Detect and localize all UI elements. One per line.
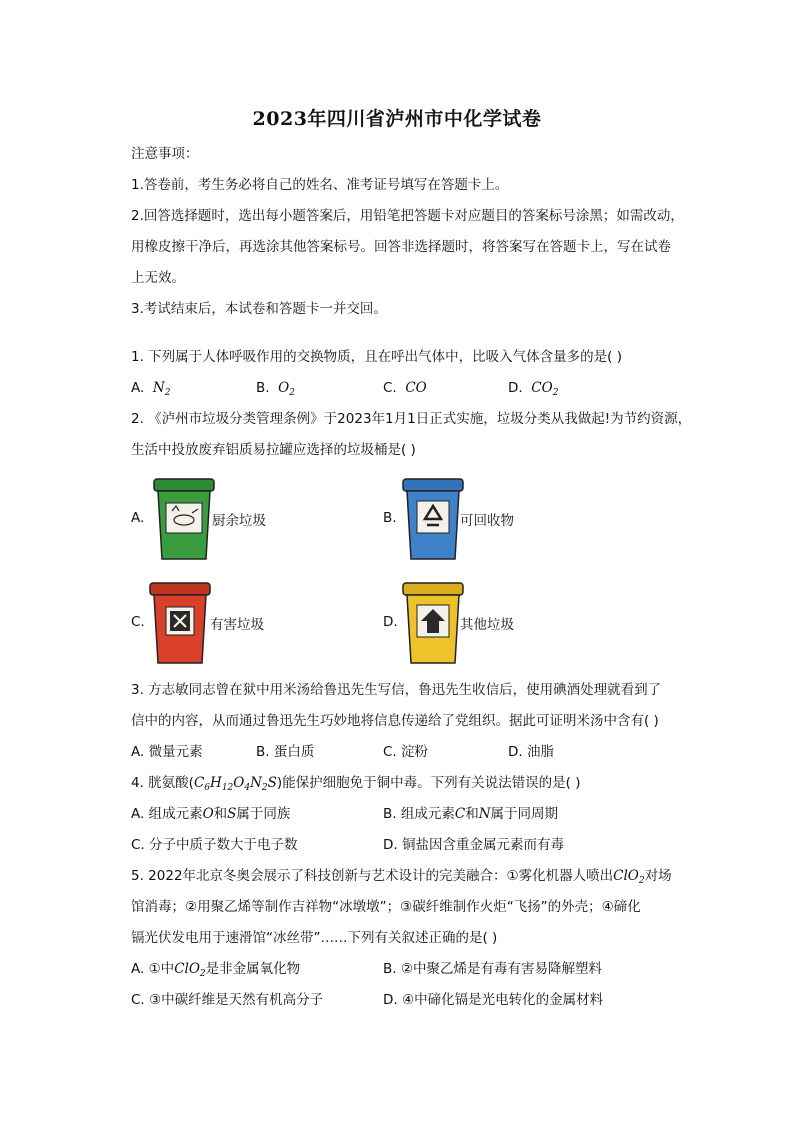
blue-bin-icon xyxy=(401,475,465,563)
q5-option-a: A. ①中ClO$_2$是非金属氧化物 xyxy=(131,961,301,979)
q2-option-b-text: 可回收物 xyxy=(460,513,514,529)
q3-option-a: A. 微量元素 xyxy=(131,744,203,760)
q2-option-b-label: B. xyxy=(383,510,397,526)
q3-stem-line-2: 信中的内容，从而通过鲁迅先生巧妙地将信息传递给了党组织。据此可证明米汤中含有( ) xyxy=(131,713,659,729)
green-bin-icon xyxy=(152,475,216,563)
q5-stem-line-1: 5. 2022年北京冬奥会展示了科技创新与艺术设计的完美融合：①雾化机器人喷出ClO$_2$对场 xyxy=(131,868,672,886)
q3-option-c: C. 淀粉 xyxy=(383,744,429,760)
q3-stem-line-1: 3. 方志敏同志曾在狱中用米汤给鲁迅先生写信，鲁迅先生收信后，使用碘酒处理就看到了 xyxy=(131,682,662,698)
page-title: 2023年四川省泸州市中化学试卷 xyxy=(252,108,542,130)
q2-option-d-label: D. xyxy=(383,614,398,630)
notice-item-3: 3.考试结束后，本试卷和答题卡一并交回。 xyxy=(131,301,387,317)
q5-stem-line-2: 馆消毒；②用聚乙烯等制作吉祥物“冰墩墩”；③碳纤维制作火炬“飞扬”的外壳；④碲化 xyxy=(131,899,641,915)
q5-option-d: D. ④中碲化镉是光电转化的金属材料 xyxy=(383,992,604,1008)
q5-option-c: C. ③中碳纤维是天然有机高分子 xyxy=(131,992,324,1008)
q3-option-b: B. 蛋白质 xyxy=(256,744,315,760)
q4-option-c: C. 分子中质子数大于电子数 xyxy=(131,837,298,853)
red-bin-icon xyxy=(148,579,212,667)
notice-item-2-line-1: 2.回答选择题时，选出每小题答案后，用铅笔把答题卡对应题目的答案标号涂黑；如需改动， xyxy=(131,208,684,224)
q4-option-d: D. 铜盐因含重金属元素而有毒 xyxy=(383,837,564,853)
q2-option-d-text: 其他垃圾 xyxy=(460,617,514,633)
q1-option-c: C. CO xyxy=(383,380,427,396)
q2-stem-line-2: 生活中投放废弃铝质易拉罐应选择的垃圾桶是( ) xyxy=(131,442,416,458)
q2-option-c-label: C. xyxy=(131,614,145,630)
q4-option-b: B. 组成元素C和N属于同周期 xyxy=(383,806,559,822)
notice-heading: 注意事项： xyxy=(131,146,199,162)
q1-option-b: B. $O_2$ xyxy=(256,380,295,398)
q5-option-b: B. ②中聚乙烯是有毒有害易降解塑料 xyxy=(383,961,602,977)
yellow-bin-icon xyxy=(401,579,465,667)
q1-option-d: D. $CO_2$ xyxy=(508,380,559,398)
notice-item-2-line-2: 用橡皮擦干净后，再选涂其他答案标号。回答非选择题时，将答案写在答题卡上，写在试卷 xyxy=(131,239,671,255)
notice-item-1: 1.答卷前，考生务必将自己的姓名、准考证号填写在答题卡上。 xyxy=(131,177,509,193)
q2-stem-line-1: 2. 《泸州市垃圾分类管理条例》于2023年1月1日正式实施，垃圾分类从我做起!为节约资源， xyxy=(131,411,692,427)
q1-option-a: A. $N_2$ xyxy=(131,380,171,398)
q5-stem-line-3: 镉光伏发电用于速滑馆“冰丝带”……下列有关叙述正确的是( ) xyxy=(131,930,498,946)
q4-stem: 4. 胱氨酸$(C_6H_{12}O_4N_2S)$能保护细胞免于铜中毒。下列有关说法错误的是( ) xyxy=(131,775,581,793)
notice-item-2-line-3: 上无效。 xyxy=(131,270,185,286)
q4-option-a: A. 组成元素O和S属于同族 xyxy=(131,806,291,822)
q1-stem: 1. 下列属于人体呼吸作用的交换物质，且在呼出气体中，比吸入气体含量多的是( ) xyxy=(131,349,622,365)
q2-option-c-text: 有害垃圾 xyxy=(210,617,264,633)
q2-option-a-text: 厨余垃圾 xyxy=(212,513,266,529)
q3-option-d: D. 油脂 xyxy=(508,744,554,760)
q2-option-a-label: A. xyxy=(131,510,145,526)
